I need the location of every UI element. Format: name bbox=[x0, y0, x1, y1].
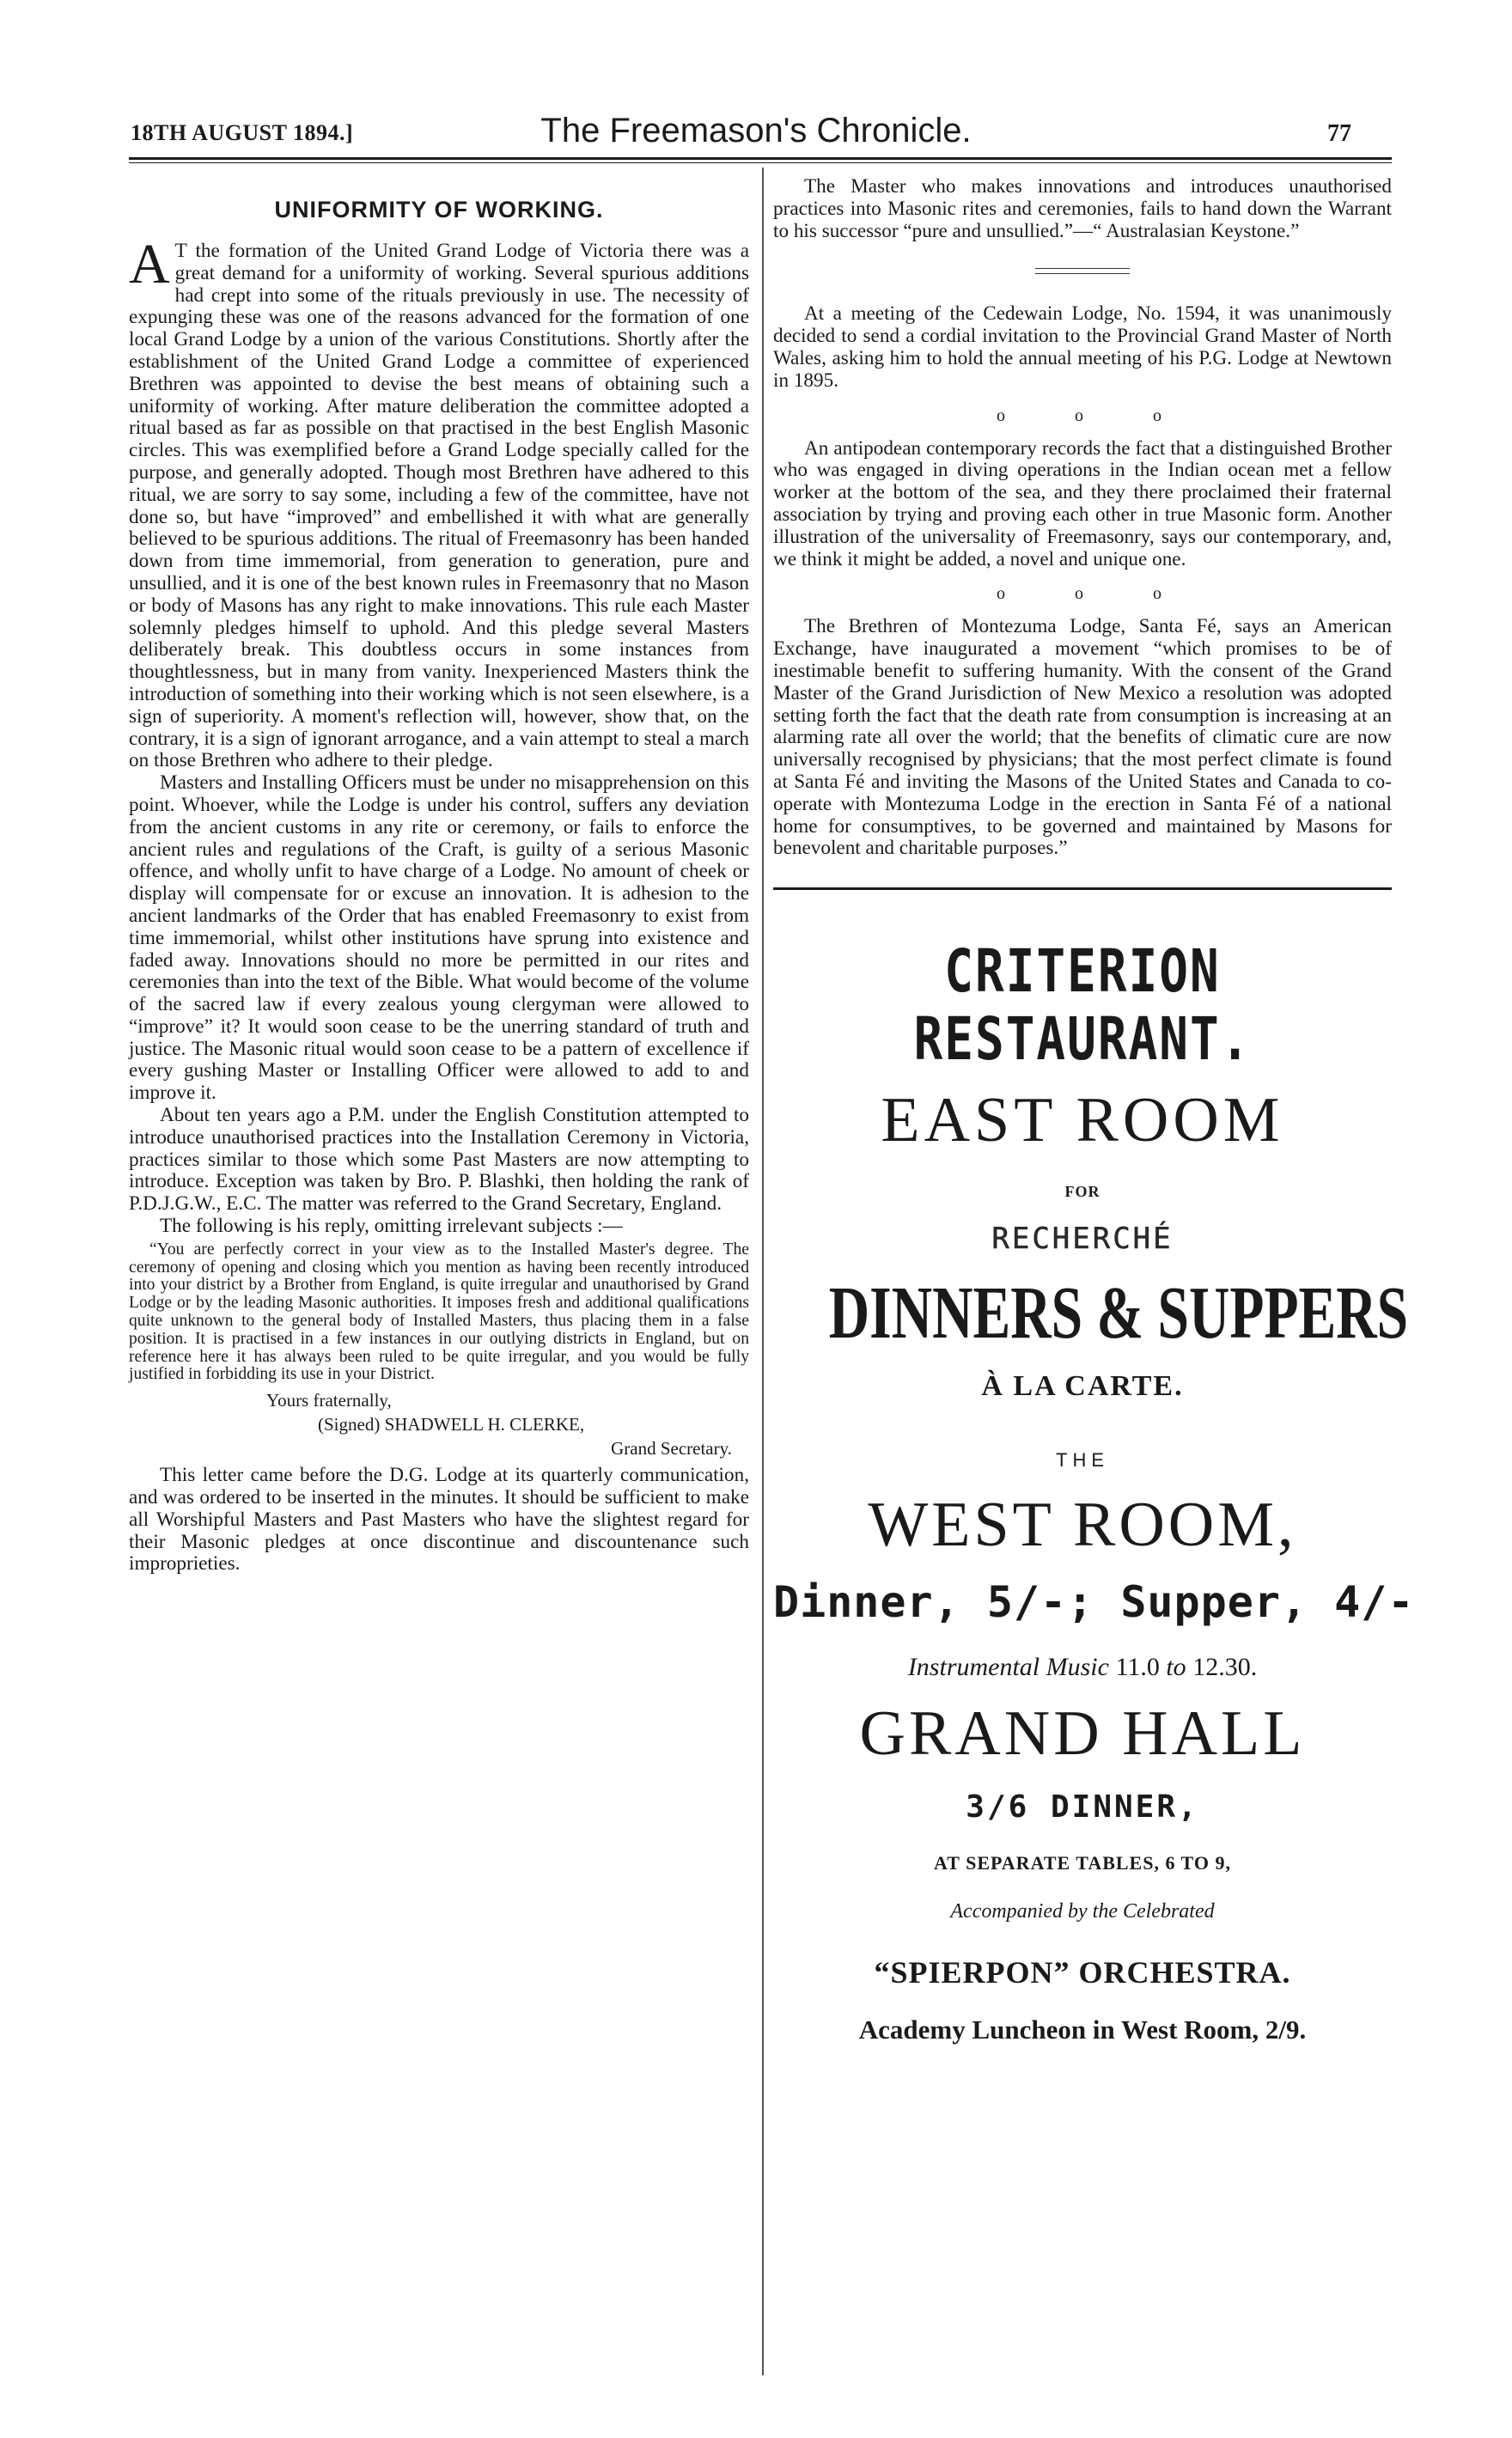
ad-recherche: RECHERCHÉ bbox=[991, 1222, 1174, 1257]
ad-east-room: EAST ROOM bbox=[881, 1085, 1284, 1156]
advert-rule bbox=[773, 887, 1392, 890]
ad-prices: Dinner, 5/-; Supper, 4/- bbox=[773, 1577, 1415, 1628]
letter-quote: “You are perfectly correct in your view as to the Installed Master's degree. The ceremony of opening and closing which you mention as having been recently introduced into your district by a Brother from England, is quite irregular and unauthorised by Grand Lodge or by the leading Masonic authorities. It imposes fresh and additional qualifications quite unknown to the general body of Installed Masters, thus placing them in a false position. It is practised in a few instances in our outlying districts in England, but on reference here it has always been ruled to be quite irregular, and you would be fully justified in forbidding its use in your District. bbox=[129, 1240, 749, 1384]
ad-dinners-suppers: DINNERS & SUPPERS bbox=[828, 1272, 1409, 1355]
ad-for: FOR bbox=[1064, 1183, 1100, 1201]
ad-accompanied: Accompanied by the Celebrated bbox=[950, 1900, 1215, 1923]
item-montezuma-lodge: The Brethren of Montezuma Lodge, Santa Fé, says an American Exchange, have inaugurated a movement “which promises to be of inestimable benefit to suffering humanity. With the consent of the Grand Master of the Grand Jurisdiction of New Mexico a resolution was adopted setting forth the fact that the death rate from consumption is increasing at an alarming rate all over the world; that the benefits of climatic cure are now universally recognised by physicians; that the most perfect climate is found at Santa Fé and inviting the Masons of the United States and Canada to co-operate with Montezuma Lodge in the erection in Santa Fé of a national home for consumptives, to be governed and maintained by Masons for benevolent and charitable purposes.” bbox=[773, 615, 1392, 860]
item-cedewain-lodge: At a meeting of the Cedewain Lodge, No. 1594, it was unanimously decided to send a cordial invitation to the Provincial Grand Master of North Wales, asking him to hold the annual meeting of his P.G. Lodge at Newtown in 1895. bbox=[773, 302, 1392, 392]
left-column bbox=[129, 176, 749, 1576]
article-closing: This letter came before the D.G. Lodge at its quarterly communication, and was ordered to be inserted in the minutes. It should be sufficient to make all Worshipful Masters and Past Masters who have the slightest regard for their Masonic pledges at once discontinue and discountenance such improprieties. bbox=[129, 1464, 749, 1576]
ad-music-to-word: to bbox=[1166, 1653, 1186, 1682]
ad-the: THE bbox=[1056, 1449, 1109, 1472]
item-innovations: The Master who makes innovations and introduces unauthorised practices into Masonic rites and ceremonies, fails to hand down the Warrant to his successor “pure and unsullied.”—“ Australasian Keystone.” bbox=[773, 175, 1392, 242]
ad-music-from: 11.0 bbox=[1115, 1653, 1160, 1682]
drop-cap: A bbox=[129, 233, 170, 296]
signer-title: Grand Secretary. bbox=[611, 1438, 732, 1460]
dot-separator-1: o o o bbox=[997, 405, 1194, 425]
ad-instrumental-music bbox=[773, 1653, 1392, 1682]
article-paragraph-3: About ten years ago a P.M. under the English Constitution attempted to introduce unauthorised practices into the Installation Ceremony in Victoria, practices similar to those which some Past Masters are now attempting to introduce. Exception was taken by Bro. P. Blashki, then holding the rank of P.D.J.G.W., E.C. The matter was referred to the Grand Secretary, England. bbox=[129, 1104, 749, 1216]
issue-date: 18TH AUGUST 1894.] bbox=[131, 120, 354, 145]
criterion-advertisement bbox=[773, 937, 1415, 2045]
right-column bbox=[773, 175, 1415, 2045]
header-rule bbox=[129, 157, 1392, 163]
ad-west-room: WEST ROOM, bbox=[868, 1490, 1297, 1561]
page-header bbox=[0, 112, 1512, 156]
ad-a-la-carte: À LA CARTE. bbox=[981, 1370, 1184, 1403]
dot-separator-2: o o o bbox=[997, 584, 1194, 604]
column-divider bbox=[762, 168, 764, 2375]
ad-music-to: 12.30. bbox=[1192, 1653, 1258, 1682]
ad-grand-hall: GRAND HALL bbox=[859, 1698, 1306, 1770]
masthead-title: The Freemason's Chronicle. bbox=[540, 112, 972, 149]
article-paragraph-1-text: T the formation of the United Grand Lodge of Victoria there was a great demand for a uniformity of working. Several spurious additions had crept into some of the rituals previously in use. The necessity of expunging these was one of the reasons advanced for the formation of one local Grand Lodge by a union of the various Constitutions. Shortly after the establishment of the United Grand Lodge a committee of experienced Brethren was appointed to devise the best means of obtaining such a uniformity of working. After mature deliberation the committee adopted a ritual based as far as possible on that practised in the best English Masonic circles. This was exemplified before a Grand Lodge specially called for the purpose, and generally adopted. Though most Brethren have adhered to this ritual, we are sorry to say some, including a few of the committee, have not done so, but have “improved” and embellished it with what are generally believed to be spurious additions. The ritual of Freemasonry has been handed down from time immemorial, from generation to generation, pure and unsullied, and it is one of the best known rules in Freemasonry that no Mason or body of Masons has any right to make innovations. This rule each Master solemnly pledges himself to uphold. And this pledge several Masters deliberately break. This doubtless occurs in some instances from thoughtlessness, but in many from vanity. Inexperienced Masters think the introduction of something into their working which is not seen elsewhere, is a sign of superiority. A moment's reflection will, however, show that, on the contrary, it is a sign of ignorant arrogance, and a vain attempt to steal a march on those Brethren who adhere to their pledge. bbox=[129, 240, 749, 772]
letter-signature: (Signed) SHADWELL H. CLERKE, bbox=[318, 1414, 585, 1435]
ad-restaurant-name: CRITERION RESTAURANT. bbox=[913, 937, 1252, 1075]
item-separator bbox=[1035, 268, 1130, 274]
article-paragraph-2: Masters and Installing Officers must be under no misapprehension on this point. Whoever, while the Lodge is under his control, suffers any deviation from the ancient customs in any rite or ceremony, or fails to enforce the ancient rules and regulations of the Craft, is guilty of a serious Masonic offence, and wholly unfit to have charge of a Lodge. No amount of cheek or display will compensate for or excuse an innovation. It is adhesion to the ancient landmarks of the Order that has enabled Freemasonry to exist from time immemorial, whilst other institutions have sprung into existence and faded away. Innovations should no more be permitted in our rites and ceremonies than into the text of the Bible. What would become of the volume of the sacred law if every zealous young clergyman were allowed to “improve” it? It would soon cease to be the unerring standard of truth and justice. The Masonic ritual would soon cease to be a pattern of excellence if every gushing Master or Installing Officer were allowed to add to and improve it. bbox=[129, 771, 749, 1105]
article-paragraph-1 bbox=[129, 233, 749, 772]
ad-music-label: Instrumental Music bbox=[907, 1653, 1109, 1682]
ad-separate-tables: AT SEPARATE TABLES, 6 TO 9, bbox=[934, 1852, 1231, 1874]
article-title: UNIFORMITY OF WORKING. bbox=[274, 197, 604, 222]
article-paragraph-4: The following is his reply, omitting irrelevant subjects :— bbox=[160, 1215, 623, 1238]
item-diving-brother: An antipodean contemporary records the fact that a distinguished Brother who was engaged in diving operations in the Indian ocean met a fellow worker at the bottom of the sea, and they there proclaimed their fraternal association by trying and proving each other in true Masonic form. Another illustration of the universality of Freemasonry, says our contemporary, and, we think it might be added, a novel and unique one. bbox=[773, 436, 1392, 570]
ad-orchestra: “SPIERPON” ORCHESTRA. bbox=[874, 1955, 1291, 1990]
letter-signoff: Yours fraternally, bbox=[266, 1390, 392, 1411]
ad-luncheon: Academy Luncheon in West Room, 2/9. bbox=[858, 2014, 1307, 2045]
ad-dinner-price: 3/6 DINNER, bbox=[966, 1789, 1199, 1825]
page-number: 77 bbox=[1327, 120, 1351, 147]
